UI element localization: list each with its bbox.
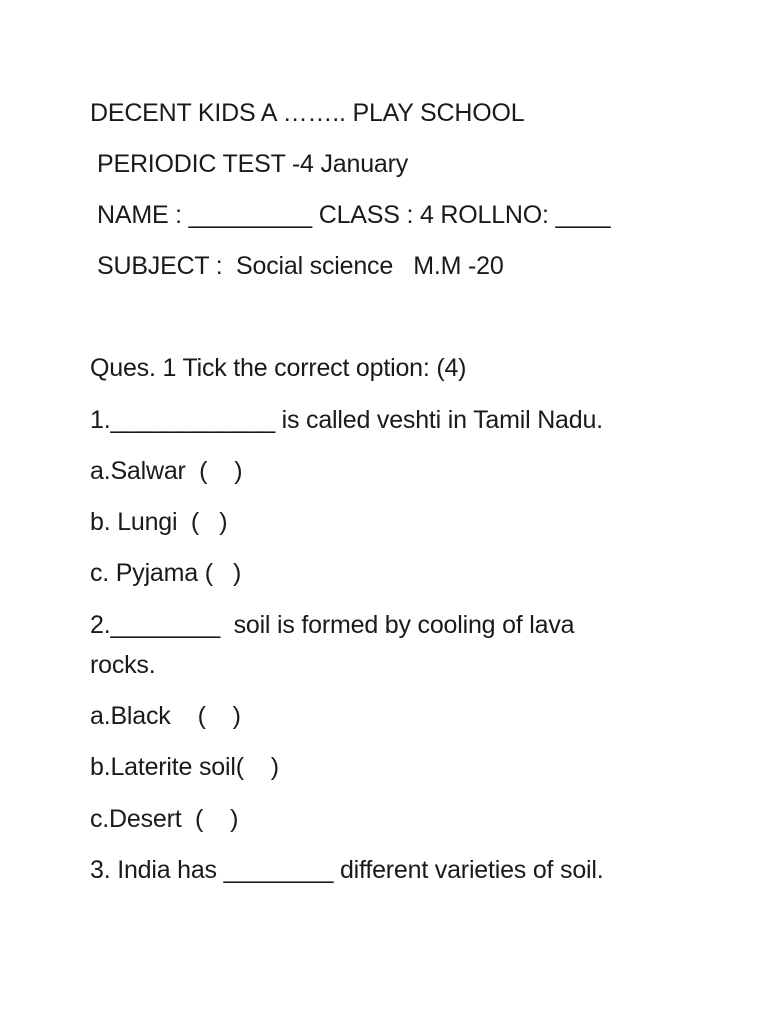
question-2-option-a: a.Black ( ) <box>90 702 241 730</box>
question-3: 3. India has ________ different varieties of soil. <box>90 856 604 884</box>
school-name: DECENT KIDS A …….. PLAY SCHOOL <box>90 99 525 127</box>
question-1-option-c: c. Pyjama ( ) <box>90 559 242 587</box>
subject-line: SUBJECT : Social science M.M -20 <box>97 252 504 280</box>
name-class-rollno-line: NAME : _________ CLASS : 4 ROLLNO: ____ <box>97 201 611 229</box>
question-2-line-2: rocks. <box>90 651 156 679</box>
test-title: PERIODIC TEST -4 January <box>97 150 409 178</box>
question-1: 1.____________ is called veshti in Tamil Nadu. <box>90 406 603 434</box>
question-1-option-b: b. Lungi ( ) <box>90 508 228 536</box>
question-2-option-b: b.Laterite soil( ) <box>90 753 279 781</box>
question-2-option-c: c.Desert ( ) <box>90 805 239 833</box>
section-heading: Ques. 1 Tick the correct option: (4) <box>90 354 467 382</box>
question-1-option-a: a.Salwar ( ) <box>90 457 243 485</box>
question-2-line-1: 2.________ soil is formed by cooling of lava <box>90 611 575 639</box>
